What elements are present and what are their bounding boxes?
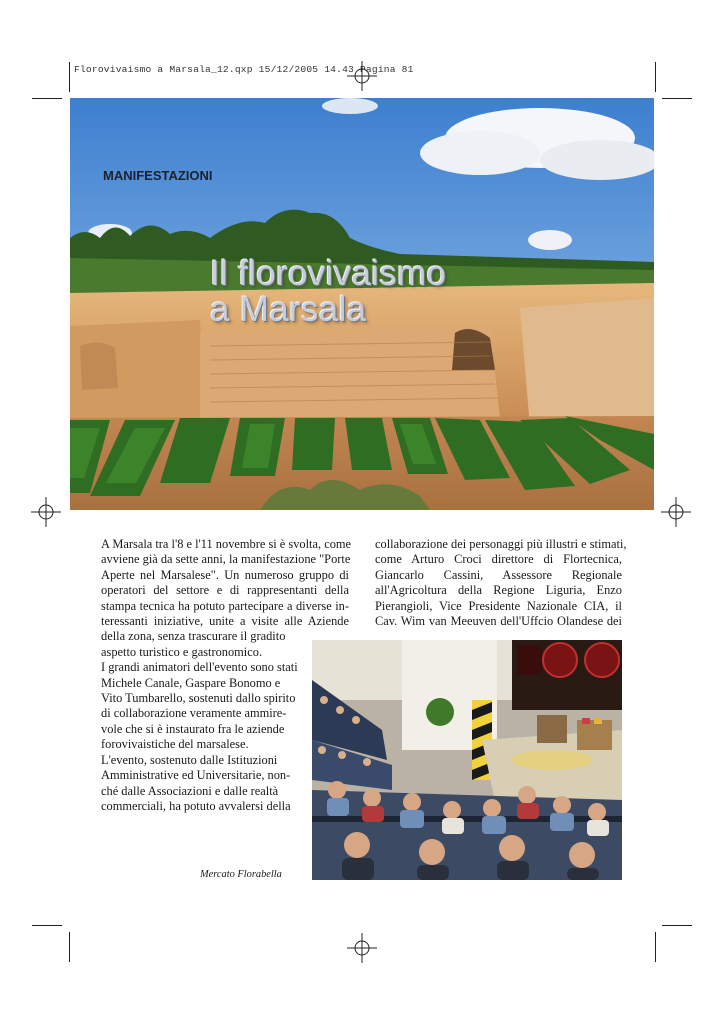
body-line: commerciali, ha potuto avvalersi della <box>101 798 291 813</box>
page-title <box>210 256 446 328</box>
registration-mark-top <box>347 61 377 91</box>
body-line: di collaborazione veramente ammire- <box>101 706 287 721</box>
registration-mark-bottom <box>347 933 377 963</box>
body-line: Michele Canale, Gaspare Bonomo e <box>101 675 281 690</box>
body-line: Vito Tumbarello, sostenuti dallo spirito <box>101 691 296 706</box>
flower-auction-hall-photo <box>312 640 622 880</box>
body-line: avviene già da sette anni, la manifestazione "Porte <box>101 552 351 567</box>
crop-mark-br-h <box>662 925 692 926</box>
right-column <box>375 537 627 629</box>
body-line: come Arturo Croci direttore di Flortecnica, <box>375 552 622 567</box>
market-photo <box>312 640 622 880</box>
section-label: MANIFESTAZIONI <box>103 168 213 183</box>
body-line: della zona, senza trascurare il gradito <box>101 629 286 644</box>
body-line: Cav. Wim van Meeuven dell'Uffcio Olandese dei <box>375 614 622 629</box>
registration-mark-left <box>31 497 61 527</box>
body-line: A Marsala tra l'8 e l'11 novembre si è svolta, come <box>101 537 352 551</box>
body-line: Amministrative ed Universitarie, non- <box>101 768 291 783</box>
body-line: ché dalle Associazioni e dalle realtà <box>101 783 279 798</box>
crop-mark-br-v <box>655 932 656 962</box>
body-line: I grandi animatori dell'evento sono stati <box>101 660 298 675</box>
crop-mark-bl-v <box>69 932 70 962</box>
print-slug: Florovivaismo a Marsala_12.qxp 15/12/2005 14.43 Pagina 81 <box>74 64 414 75</box>
body-line: aspetto turistico e gastronomico. <box>101 644 263 659</box>
crop-mark-bl-h <box>32 925 62 926</box>
body-line: vole che si è instaurato fra le aziende <box>101 721 285 736</box>
body-line: collaborazione dei personaggi più illustri e stimati, <box>375 537 627 551</box>
title-line-2: a Marsala <box>210 290 367 329</box>
body-line: L'evento, sostenuto dalle Istituzioni <box>101 752 278 767</box>
body-line: teressanti iniziative, unite a visite alle Aziende <box>101 614 349 629</box>
title-line-1: Il florovivaismo <box>210 254 447 293</box>
body-line: all'Agricoltura della Regione Liguria, Enzo <box>375 583 622 598</box>
crop-mark-tr-v <box>655 62 656 92</box>
hero-photo <box>70 98 654 510</box>
body-line: stampa tecnica ha potuto partecipare a diverse in- <box>101 598 349 613</box>
body-line: Giancarlo Cassini, Assessore Regionale <box>375 567 622 582</box>
crop-mark-tl-h <box>32 98 62 99</box>
photo-caption: Mercato Florabella <box>200 869 282 880</box>
body-line: Aperte nel Marsalese". Un numeroso gruppo di <box>101 567 349 582</box>
body-line: operatori del settore e di rappresentanti della <box>101 583 349 598</box>
crop-mark-tl-v <box>69 62 70 92</box>
crop-mark-tr-h <box>662 98 692 99</box>
body-line: forovivaistiche del marsalese. <box>101 737 249 752</box>
body-line: Pierangioli, Vice Presidente Nazionale CIA, il <box>375 598 622 613</box>
registration-mark-right <box>661 497 691 527</box>
